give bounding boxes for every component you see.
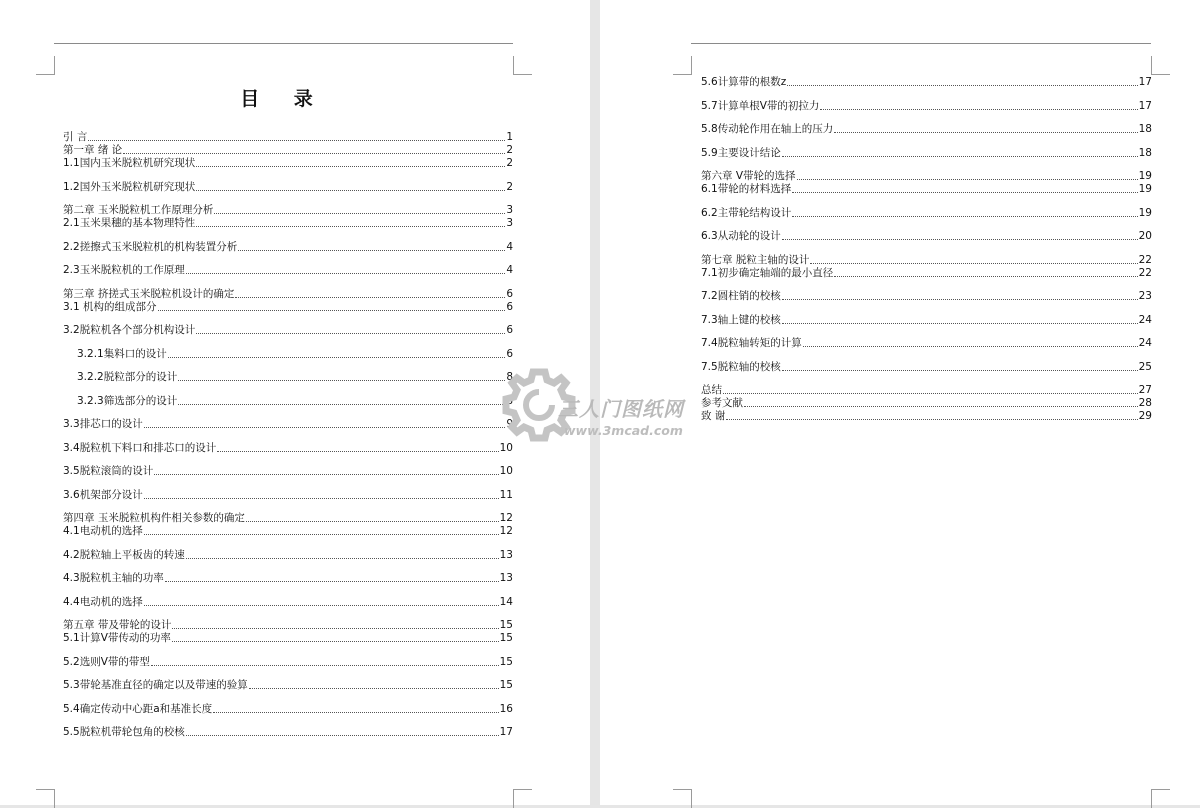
toc-entry-label: 5.3带轮基准直径的确定以及带速的验算 [63, 679, 248, 691]
toc-entry-page-number: 17 [1138, 76, 1152, 88]
toc-entry-page-number: 8 [506, 371, 513, 383]
toc-entry-label: 2.2搓擦式玉米脱粒机的机构装置分析 [63, 240, 238, 253]
toc-dot-leader [810, 263, 1137, 264]
toc-entry-page-number: 17 [499, 726, 513, 738]
header-rule [54, 43, 513, 44]
watermark-brand: 三人门图纸网 [558, 397, 684, 421]
toc-dot-leader [744, 406, 1138, 407]
toc-dot-leader [792, 216, 1137, 217]
crop-mark [673, 56, 692, 75]
toc-entry-label: 3.2.2脱粒部分的设计 [77, 371, 178, 383]
toc-entry[interactable] [63, 241, 513, 254]
toc-entry-label: 总结 [701, 384, 722, 396]
toc-entry-label: 7.5脱粒轴的校核 [701, 360, 781, 373]
toc-entry-page-number: 19 [1138, 170, 1152, 182]
toc-entry[interactable] [63, 512, 513, 525]
toc-dot-leader [787, 85, 1137, 86]
toc-entry-page-number: 19 [1138, 183, 1152, 195]
toc-dot-leader [238, 250, 505, 251]
toc-entry[interactable] [701, 267, 1152, 280]
toc-entry[interactable] [701, 100, 1152, 113]
toc-dot-leader [168, 357, 506, 358]
toc-entry[interactable] [63, 442, 513, 455]
toc-dot-leader [144, 498, 499, 499]
toc-dot-leader [213, 712, 498, 713]
toc-dot-leader [144, 605, 499, 606]
toc-entry-page-number: 29 [1138, 410, 1152, 422]
toc-entry[interactable] [63, 525, 513, 538]
toc-entry[interactable] [63, 264, 513, 277]
toc-entry-page-number: 13 [499, 572, 513, 584]
toc-entry-page-number: 18 [1138, 123, 1152, 135]
toc-entry[interactable] [63, 489, 513, 502]
toc-entry[interactable] [63, 371, 513, 384]
toc-entry[interactable] [701, 397, 1152, 410]
toc-entry-page-number: 12 [499, 512, 513, 524]
toc-dot-leader [782, 156, 1138, 157]
toc-dot-leader [726, 419, 1137, 420]
toc-entry-page-number: 3 [506, 217, 513, 229]
toc-entry-page-number: 4 [506, 240, 513, 253]
toc-dot-leader [782, 370, 1138, 371]
toc-entry-page-number: 24 [1138, 337, 1152, 349]
toc-entry[interactable] [701, 170, 1152, 183]
toc-entry[interactable] [701, 183, 1152, 196]
toc-entry-label: 3.4脱粒机下料口和排芯口的设计 [63, 441, 217, 454]
toc-dot-leader [158, 310, 506, 311]
toc-entry[interactable] [63, 596, 513, 609]
toc-entry-label: 5.1计算V带传动的功率 [63, 632, 171, 644]
toc-dot-leader [186, 558, 499, 559]
toc-entry[interactable] [701, 207, 1152, 220]
toc-entry-page-number: 25 [1138, 360, 1152, 373]
toc-dot-leader [196, 226, 505, 227]
toc-entry-page-number: 11 [499, 488, 513, 501]
toc-entry-label: 引 言 [63, 131, 88, 143]
toc-entry-label: 7.2圆柱销的校核 [701, 290, 781, 302]
toc-entry-page-number: 8 [506, 394, 513, 407]
toc-entry-page-number: 2 [506, 180, 513, 193]
toc-entry[interactable] [63, 348, 513, 361]
toc-entry-label: 4.2脱粒轴上平板齿的转速 [63, 548, 185, 561]
toc-entry[interactable] [701, 254, 1152, 267]
toc-dot-leader [178, 404, 505, 405]
toc-entry-label: 3.3排芯口的设计 [63, 418, 143, 430]
toc-dot-leader [172, 628, 498, 629]
toc-entry[interactable] [63, 217, 513, 230]
toc-entry-label: 7.4脱粒轴转矩的计算 [701, 337, 802, 349]
crop-mark [673, 789, 692, 808]
toc-dot-leader [782, 323, 1138, 324]
toc-entry-label: 7.3轴上键的校核 [701, 313, 781, 326]
toc-entry-page-number: 6 [506, 300, 513, 313]
toc-dot-leader [178, 380, 505, 381]
toc-dot-leader [249, 688, 499, 689]
toc-entry-page-number: 17 [1138, 99, 1152, 112]
toc-entry[interactable] [63, 144, 513, 157]
toc-entry-label: 第三章 挤搓式玉米脱粒机设计的确定 [63, 287, 235, 300]
toc-dot-leader [88, 140, 505, 141]
toc-entry-label: 5.9主要设计结论 [701, 146, 781, 159]
toc-entry-label: 4.4电动机的选择 [63, 595, 143, 608]
crop-mark [513, 789, 532, 808]
toc-dot-leader [797, 179, 1138, 180]
toc-entry-page-number: 27 [1138, 384, 1152, 396]
toc-dot-leader [803, 346, 1138, 347]
toc-entry[interactable] [701, 230, 1152, 243]
toc-entry-page-number: 4 [506, 264, 513, 276]
toc-entry-page-number: 22 [1138, 253, 1152, 266]
toc-entry-page-number: 1 [506, 131, 513, 143]
toc-dot-leader [196, 333, 505, 334]
toc-entry-page-number: 15 [499, 679, 513, 691]
toc-entry-page-number: 15 [499, 632, 513, 644]
toc-entry-label: 参考文献 [701, 397, 743, 409]
toc-dot-leader [172, 641, 499, 642]
toc-dot-leader [235, 297, 505, 298]
toc-entry-label: 5.2选则V带的带型 [63, 655, 150, 668]
toc-entry-page-number: 10 [499, 465, 513, 477]
toc-dot-leader [196, 190, 505, 191]
toc-entry-page-number: 14 [499, 595, 513, 608]
toc-entry-label: 第一章 绪 论 [63, 144, 123, 156]
toc-entry-page-number: 6 [506, 324, 513, 336]
toc-entry[interactable] [63, 131, 513, 144]
toc-dot-leader [123, 153, 505, 154]
toc-entry[interactable] [63, 395, 513, 408]
toc-entry[interactable] [63, 324, 513, 337]
toc-entry[interactable] [63, 301, 513, 314]
toc-entry[interactable] [701, 361, 1152, 374]
toc-entry-page-number: 28 [1138, 397, 1152, 409]
toc-entry-page-number: 2 [506, 157, 513, 169]
toc-entry-label: 1.1国内玉米脱粒机研究现状 [63, 157, 196, 169]
document-page-left [0, 0, 590, 805]
toc-dot-leader [151, 665, 499, 666]
toc-entry-label: 6.1带轮的材料选择 [701, 183, 792, 195]
toc-entry-label: 3.1 机构的组成部分 [63, 300, 157, 313]
toc-list-right [701, 76, 1152, 423]
toc-entry[interactable] [701, 76, 1152, 89]
toc-entry[interactable] [63, 679, 513, 692]
toc-entry-label: 3.5脱粒滚筒的设计 [63, 465, 154, 477]
toc-entry[interactable] [701, 290, 1152, 303]
toc-entry-page-number: 16 [499, 702, 513, 715]
toc-entry[interactable] [63, 549, 513, 562]
toc-entry-label: 5.6计算带的根数z [701, 76, 787, 88]
toc-dot-leader [186, 273, 506, 274]
toc-entry-page-number: 3 [506, 204, 513, 216]
toc-entry-page-number: 15 [499, 655, 513, 668]
toc-entry-label: 3.2.1集料口的设计 [77, 347, 167, 360]
toc-entry-label: 6.2主带轮结构设计 [701, 206, 792, 219]
toc-entry-page-number: 20 [1138, 230, 1152, 242]
toc-entry-page-number: 13 [499, 548, 513, 561]
toc-entry-label: 4.1电动机的选择 [63, 525, 143, 537]
toc-entry-page-number: 6 [506, 287, 513, 300]
toc-entry-page-number: 23 [1138, 290, 1152, 302]
toc-entry[interactable] [63, 288, 513, 301]
toc-entry[interactable] [63, 619, 513, 632]
toc-entry-page-number: 2 [506, 144, 513, 156]
toc-entry[interactable] [63, 157, 513, 170]
toc-entry-page-number: 24 [1138, 313, 1152, 326]
toc-entry-label: 3.2脱粒机各个部分机构设计 [63, 324, 196, 336]
toc-entry[interactable] [63, 656, 513, 669]
toc-dot-leader [165, 581, 499, 582]
toc-entry-page-number: 6 [506, 347, 513, 360]
document-page-right [600, 0, 1200, 805]
toc-entry[interactable] [63, 632, 513, 645]
crop-mark [513, 56, 532, 75]
toc-dot-leader [723, 393, 1138, 394]
toc-dot-leader [196, 166, 505, 167]
crop-mark [1151, 56, 1170, 75]
toc-entry[interactable] [701, 410, 1152, 423]
toc-entry-page-number: 15 [499, 619, 513, 631]
toc-entry-label: 致 谢 [701, 410, 726, 422]
toc-entry-label: 2.1玉米果穗的基本物理特性 [63, 217, 196, 229]
toc-entry-label: 5.4确定传动中心距a和基准长度 [63, 702, 213, 715]
toc-entry-label: 3.2.3筛选部分的设计 [77, 394, 178, 407]
toc-entry-label: 6.3从动轮的设计 [701, 230, 781, 242]
crop-mark [1151, 789, 1170, 808]
toc-entry-label: 第五章 带及带轮的设计 [63, 619, 172, 631]
toc-entry-page-number: 18 [1138, 146, 1152, 159]
toc-entry[interactable] [63, 465, 513, 478]
toc-dot-leader [214, 213, 505, 214]
toc-dot-leader [834, 276, 1137, 277]
toc-dot-leader [186, 735, 499, 736]
toc-entry-label: 第六章 V带轮的选择 [701, 170, 796, 182]
toc-entry[interactable] [63, 572, 513, 585]
crop-mark [36, 789, 55, 808]
toc-entry-label: 5.7计算单根V带的初拉力 [701, 99, 820, 112]
toc-entry-label: 5.8传动轮作用在轴上的压力 [701, 123, 834, 135]
toc-dot-leader [154, 474, 498, 475]
toc-entry-page-number: 22 [1138, 266, 1152, 279]
toc-entry-label: 4.3脱粒机主轴的功率 [63, 572, 164, 584]
toc-dot-leader [782, 299, 1138, 300]
toc-entry-label: 1.2国外玉米脱粒机研究现状 [63, 180, 196, 193]
toc-dot-leader [217, 451, 498, 452]
toc-entry-label: 3.6机架部分设计 [63, 488, 143, 501]
toc-dot-leader [246, 521, 499, 522]
toc-entry[interactable] [63, 204, 513, 217]
toc-entry[interactable] [701, 337, 1152, 350]
toc-entry[interactable] [63, 181, 513, 194]
toc-entry-label: 5.5脱粒机带轮包角的校核 [63, 726, 185, 738]
header-rule [691, 43, 1151, 44]
toc-dot-leader [144, 534, 499, 535]
toc-dot-leader [820, 109, 1137, 110]
toc-entry[interactable] [701, 123, 1152, 136]
toc-entry-label: 2.3玉米脱粒机的工作原理 [63, 264, 185, 276]
toc-entry[interactable] [701, 384, 1152, 397]
toc-dot-leader [834, 132, 1137, 133]
toc-entry-label: 7.1初步确定轴端的最小直径 [701, 266, 834, 279]
toc-dot-leader [782, 239, 1138, 240]
toc-entry[interactable] [701, 147, 1152, 160]
crop-mark [36, 56, 55, 75]
toc-entry-page-number: 10 [499, 441, 513, 454]
toc-entry[interactable] [63, 418, 513, 431]
toc-entry-page-number: 9 [506, 418, 513, 430]
toc-dot-leader [792, 192, 1137, 193]
toc-list-left [63, 131, 513, 739]
toc-entry-page-number: 19 [1138, 206, 1152, 219]
toc-entry[interactable] [63, 726, 513, 739]
toc-entry-label: 第二章 玉米脱粒机工作原理分析 [63, 204, 214, 216]
toc-entry-page-number: 12 [499, 525, 513, 537]
toc-entry-label: 第四章 玉米脱粒机构件相关参数的确定 [63, 512, 245, 524]
toc-entry[interactable] [63, 703, 513, 716]
toc-entry[interactable] [701, 314, 1152, 327]
toc-entry-label: 第七章 脱粒主轴的设计 [701, 253, 810, 266]
toc-title: 目 录 [240, 88, 327, 110]
watermark-url: www.3mcad.com [564, 423, 683, 438]
toc-dot-leader [144, 427, 506, 428]
